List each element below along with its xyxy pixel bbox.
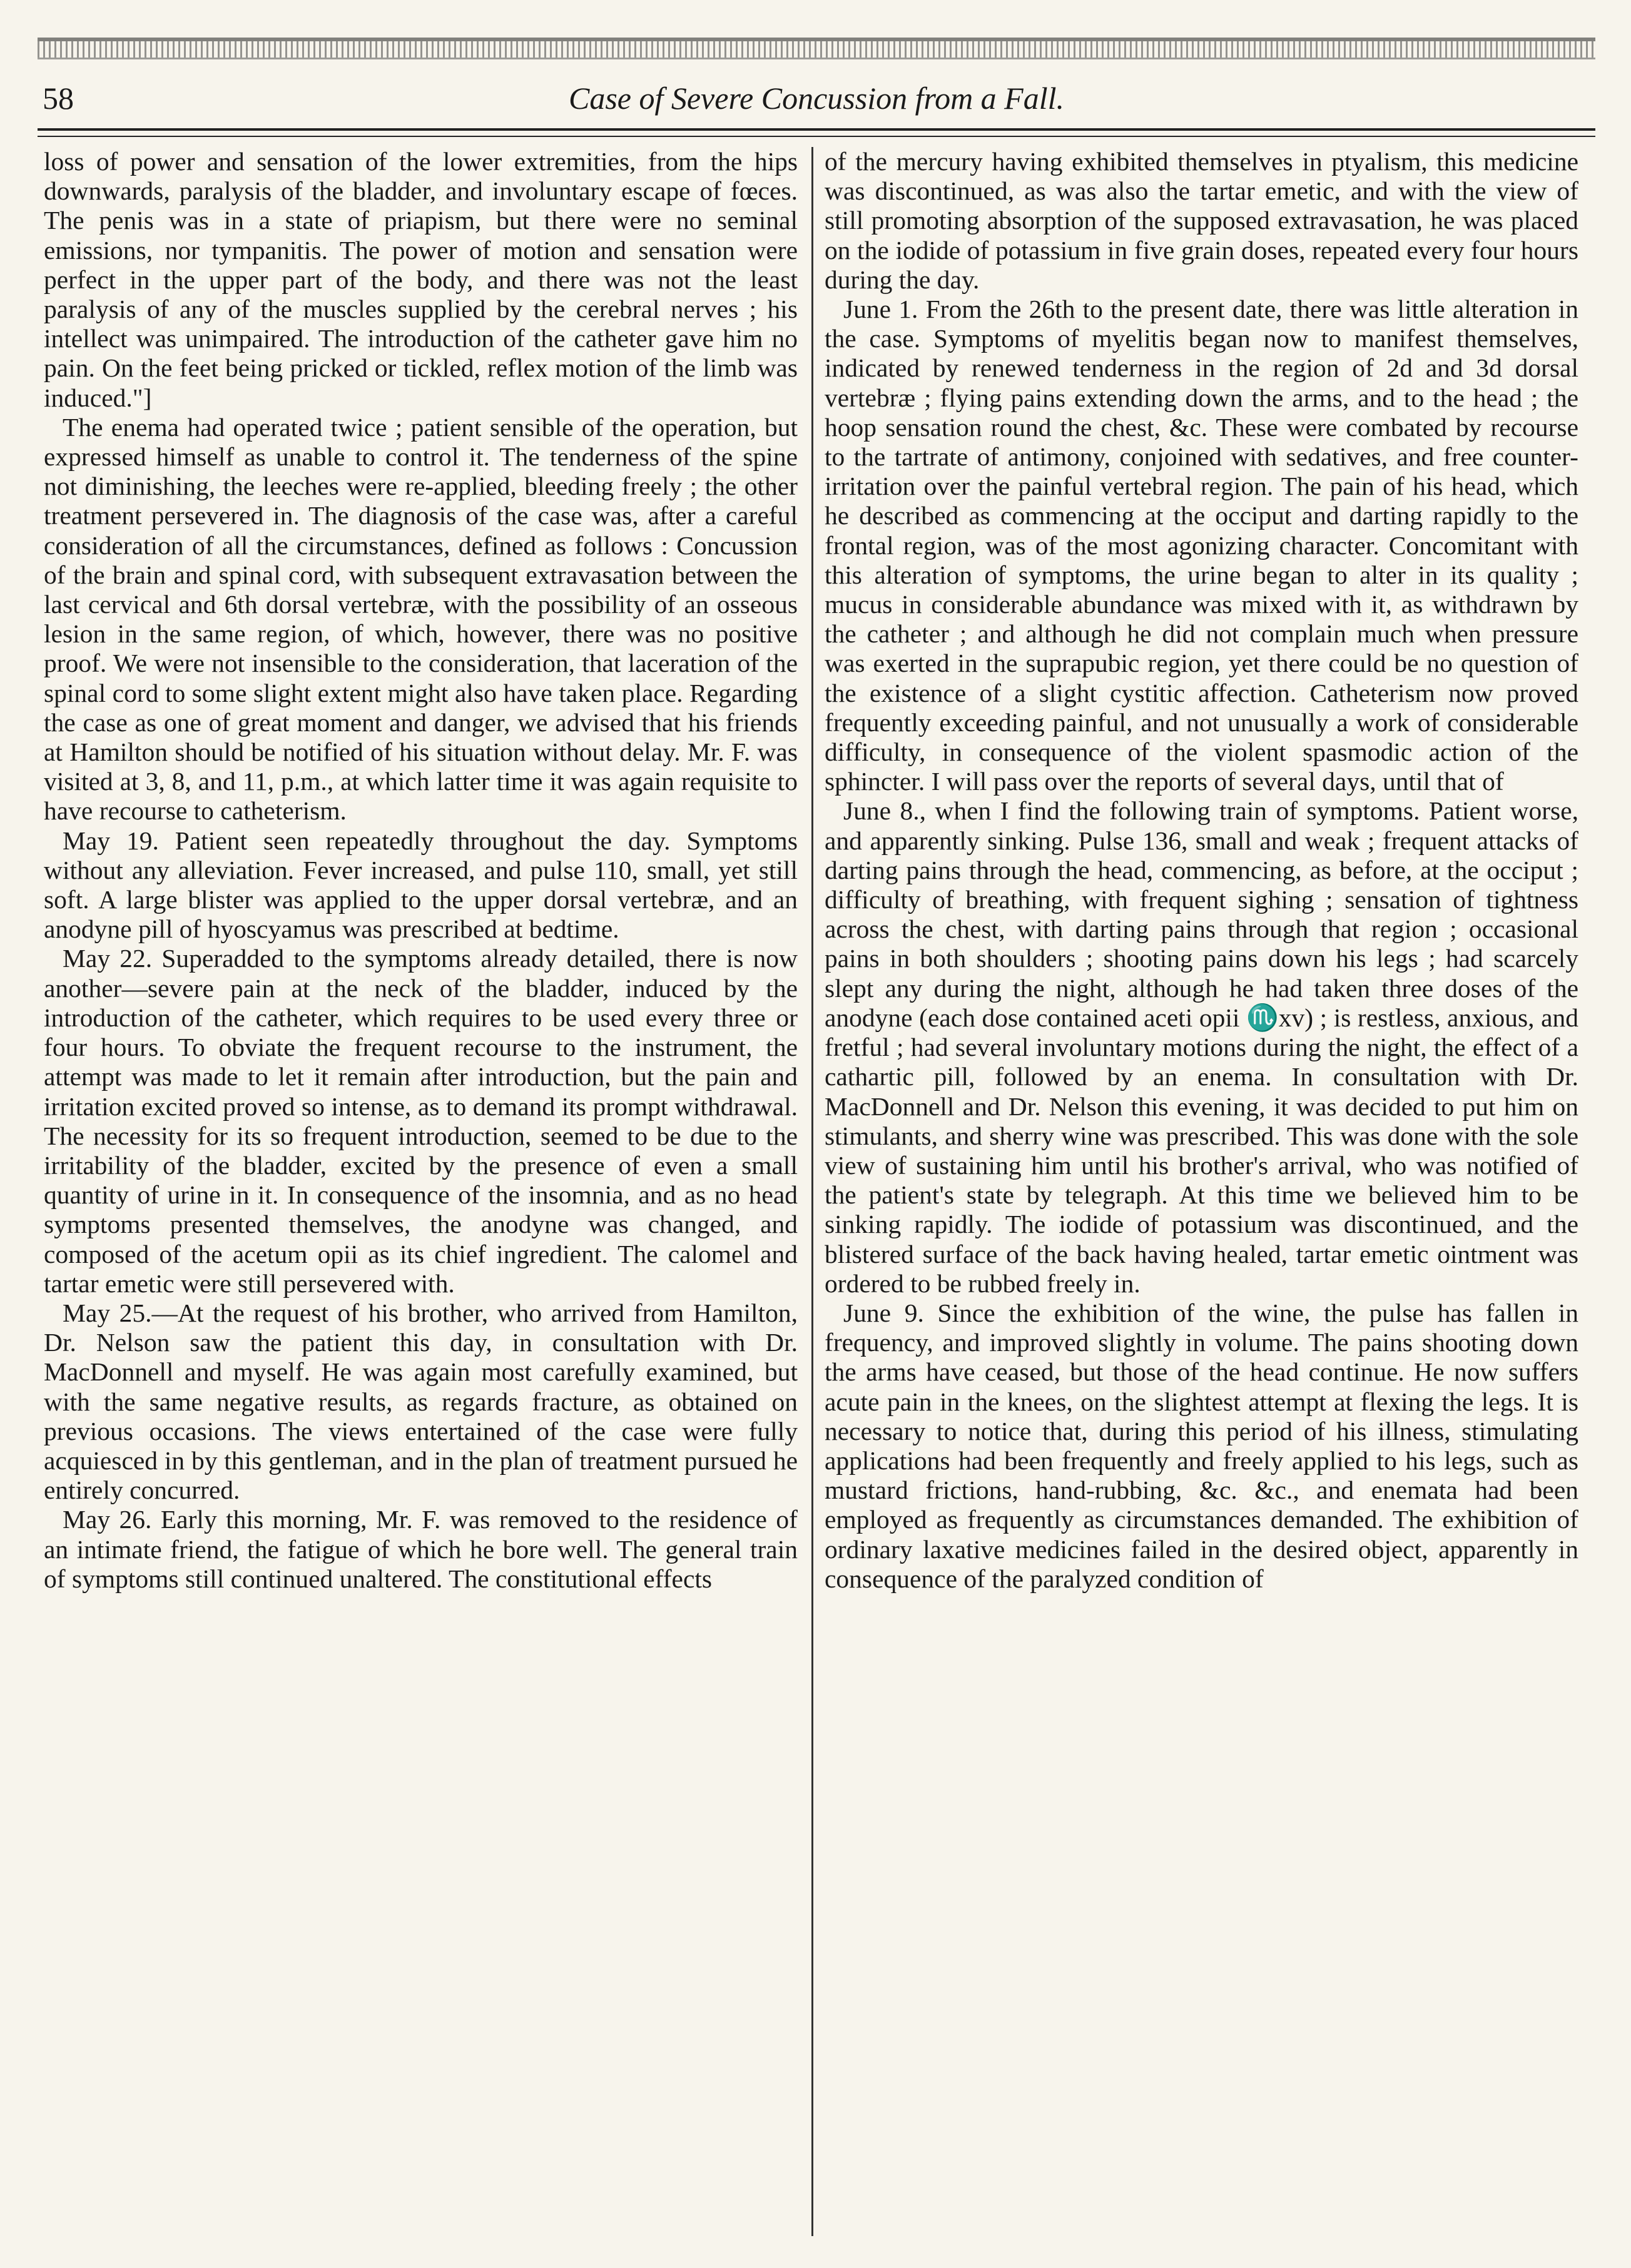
top-decorative-rule — [38, 38, 1595, 59]
paragraph: May 26. Early this morning, Mr. F. was removed to the residence of an intimate friend, the fatigue of which he bore well. The general train of symptoms still continued unaltered. The constitutional effects — [44, 1505, 798, 1593]
running-title: Case of Severe Concussion from a Fall. — [568, 81, 1065, 116]
page-header — [38, 75, 1595, 125]
left-column — [44, 147, 798, 1594]
header-rule — [38, 128, 1595, 137]
paragraph: May 25.—At the request of his brother, who arrived from Hamilton, Dr. Nelson saw the patient this day, in consultation with Dr. MacDonnell and myself. He was again most carefully examined, but with the same negative results, as regards fracture, as obtained on previous occasions. The views entertained of the case were fully acquiesced in by this gentleman, and in the plan of treatment pursued he entirely concurred. — [44, 1298, 798, 1505]
column-divider — [811, 147, 813, 2236]
paragraph: June 1. From the 26th to the present date, there was little alteration in the case. Symptoms of myelitis began now to manifest themselves, indicated by renewed tenderness in the region of 2d and 3d dorsal vertebræ ; flying pains extending down the arms, and to the head ; the hoop sensation round the chest, &c. These were combated by recourse to the tartrate of antimony, conjoined with sedatives, and free counter-irritation over the painful vertebral region. The pain of his head, which he described as commencing at the occiput and darting rapidly to the frontal region, was of the most agonizing character. Concomitant with this alteration of symptoms, the urine began to alter in its quality ; mucus in considerable abundance was mixed with it, as withdrawn by the catheter ; and although he did not complain much when pressure was exerted in the suprapubic region, yet there could be no question of the existence of a slight cystitic affection. Catheterism now proved frequently exceeding painful, and not unusually a work of considerable difficulty, in consequence of the violent spasmodic action of the sphincter. I will pass over the reports of several days, until that of — [825, 295, 1578, 796]
page-number: 58 — [43, 81, 74, 116]
paragraph: June 8., when I find the following train of symptoms. Patient worse, and apparently sinking. Pulse 136, small and weak ; frequent attacks of darting pains through the head, commencing, as before, at the occiput ; difficulty of breathing, with frequent sighing ; sensation of tightness across the chest, with darting pains through that region ; occasional pains in both shoulders ; shooting pains down his legs ; had scarcely slept any during the night, although he had taken three doses of the anodyne (each dose contained aceti opii ♏xv) ; is restless, anxious, and fretful ; had several involuntary motions during the night, the effect of a cathartic pill, followed by an enema. In consultation with Dr. MacDonnell and Dr. Nelson this evening, it was decided to put him on stimulants, and sherry wine was prescribed. This was done with the sole view of sustaining him until his brother's arrival, who was notified of the patient's state by telegraph. At this time we believed him to be sinking rapidly. The iodide of potassium was discontinued, and the blistered surface of the back having healed, tartar emetic ointment was ordered to be rubbed freely in. — [825, 796, 1578, 1298]
paragraph: May 22. Superadded to the symptoms already detailed, there is now another—severe pain at the neck of the bladder, induced by the introduction of the catheter, which requires to be used every three or four hours. To obviate the frequent recourse to the instrument, the attempt was made to let it remain after introduction, but the pain and irritation excited proved so intense, as to demand its prompt withdrawal. The necessity for its so frequent introduction, seemed to be due to the irritability of the bladder, excited by the presence of even a small quantity of urine in it. In consequence of the insomnia, and as no head symptoms presented themselves, the anodyne was changed, and composed of the acetum opii as its chief ingredient. The calomel and tartar emetic were still persevered with. — [44, 944, 798, 1298]
right-column — [825, 147, 1578, 1594]
paragraph: The enema had operated twice ; patient sensible of the operation, but expressed himself as unable to control it. The tenderness of the spine not diminishing, the leeches were re-applied, bleeding freely ; the other treatment persevered in. The diagnosis of the case was, after a careful consideration of all the circumstances, defined as follows : Concussion of the brain and spinal cord, with subsequent extravasation between the last cervical and 6th dorsal vertebræ, with the possibility of an osseous lesion in the same region, of which, however, there was no positive proof. We were not insensible to the consideration, that laceration of the spinal cord to some slight extent might also have taken place. Regarding the case as one of great moment and danger, we advised that his friends at Hamilton should be notified of his situation without delay. Mr. F. was visited at 3, 8, and 11, p.m., at which latter time it was again requisite to have recourse to catheterism. — [44, 412, 798, 826]
paragraph: May 19. Patient seen repeatedly throughout the day. Symptoms without any alleviation. Fever increased, and pulse 110, small, yet still soft. A large blister was applied to the upper dorsal vertebræ, and an anodyne pill of hyoscyamus was prescribed at bedtime. — [44, 826, 798, 944]
paragraph: June 9. Since the exhibition of the wine, the pulse has fallen in frequency, and improved slightly in volume. The pains shooting down the arms have ceased, but those of the head continue. He now suffers acute pain in the knees, on the slightest attempt at flexing the legs. It is necessary to notice that, during this period of his illness, stimulating applications had been frequently and freely applied to his legs, such as mustard frictions, hand-rubbing, &c. &c., and enemata had been employed as frequently as circumstances demanded. The exhibition of ordinary laxative medicines failed in the desired object, apparently in consequence of the paralyzed condition of — [825, 1298, 1578, 1593]
paragraph: loss of power and sensation of the lower extremities, from the hips downwards, paralysis of the bladder, and involuntary escape of fœces. The penis was in a state of priapism, but there were no seminal emissions, nor tympanitis. The power of motion and sensation were perfect in the upper part of the body, and there was not the least paralysis of any of the muscles supplied by the cerebral nerves ; his intellect was unimpaired. The introduction of the catheter gave him no pain. On the feet being pricked or tickled, reflex motion of the limb was induced."] — [44, 147, 798, 412]
paragraph: of the mercury having exhibited themselves in ptyalism, this medicine was discontinued, as was also the tartar emetic, and with the view of still promoting absorption of the supposed extravasation, he was placed on the iodide of potassium in five grain doses, repeated every four hours during the day. — [825, 147, 1578, 294]
